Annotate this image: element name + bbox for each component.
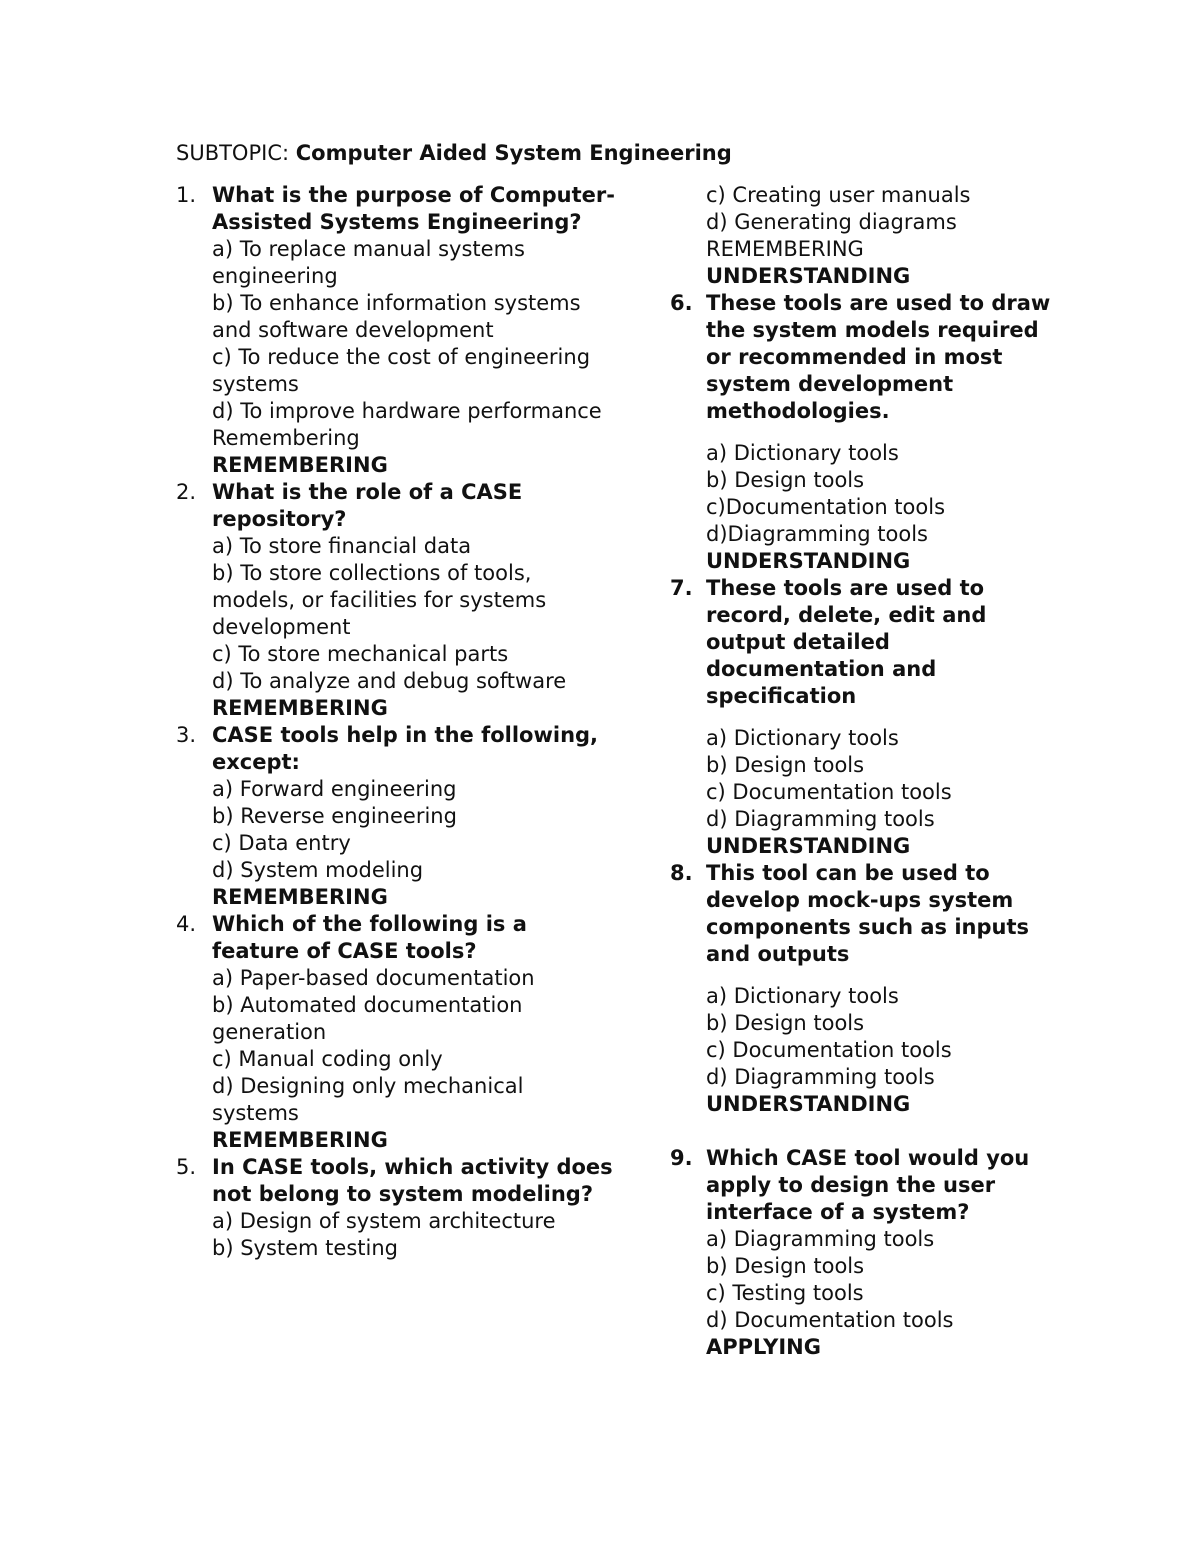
- option-a: a) Dictionary tools: [706, 726, 899, 750]
- option-c: c) To store mechanical parts: [212, 642, 509, 666]
- question-text: What is the purpose of Computer-Assisted Systems Engineering?: [212, 183, 615, 234]
- question-number: 9.: [670, 1146, 693, 1170]
- option-d: d) Designing only mechanical systems: [212, 1074, 524, 1125]
- question-5-continued: [670, 182, 1070, 290]
- cognitive-level: REMEMBERING: [212, 1128, 388, 1152]
- option-c: c)Documentation tools: [706, 495, 946, 519]
- question-number: 5.: [176, 1155, 197, 1179]
- option-b: b) System testing: [212, 1236, 398, 1260]
- question-text: This tool can be used to develop mock-ups system components such as inputs and outputs: [706, 861, 1030, 966]
- option-d: d) System modeling: [212, 858, 424, 882]
- cognitive-level: REMEMBERING: [212, 885, 388, 909]
- cognitive-level: REMEMBERING: [212, 696, 388, 720]
- right-column: [670, 182, 1070, 1361]
- question-8: [670, 860, 1070, 1118]
- option-a: a) To store financial data: [212, 534, 472, 558]
- option-a: a) Dictionary tools: [706, 441, 899, 465]
- question-number: 4.: [176, 912, 197, 936]
- option-a: a) Forward engineering: [212, 777, 457, 801]
- question-text: In CASE tools, which activity does not belong to system modeling?: [212, 1155, 613, 1206]
- question-number: 7.: [670, 576, 693, 600]
- option-d: d) To improve hardware performance Remembering: [212, 399, 602, 450]
- question-text: What is the role of a CASE repository?: [212, 480, 523, 531]
- question-number: 3.: [176, 723, 197, 747]
- cognitive-level: REMEMBERING: [212, 453, 388, 477]
- option-a: a) Design of system architecture: [212, 1209, 556, 1233]
- question-9: [670, 1145, 1070, 1361]
- question-text: Which of the following is a feature of CASE tools?: [212, 912, 527, 963]
- question-number: 2.: [176, 480, 197, 504]
- cognitive-level: APPLYING: [706, 1335, 821, 1359]
- question-number: 1.: [176, 183, 197, 207]
- option-c: c) Testing tools: [706, 1281, 864, 1305]
- option-a: a) To replace manual systems engineering: [212, 237, 525, 288]
- option-b: b) Design tools: [706, 468, 865, 492]
- option-a: a) Diagramming tools: [706, 1227, 935, 1251]
- option-b: b) Reverse engineering: [212, 804, 457, 828]
- question-4: [176, 911, 616, 1154]
- cognitive-level: UNDERSTANDING: [706, 264, 911, 288]
- subtopic-heading: [176, 140, 1076, 167]
- option-b: b) To enhance information systems and software development: [212, 291, 581, 342]
- cognitive-level-plain: REMEMBERING: [706, 237, 864, 261]
- option-c: c) Documentation tools: [706, 780, 952, 804]
- cognitive-level: UNDERSTANDING: [706, 834, 911, 858]
- subtopic-prefix: SUBTOPIC:: [176, 141, 296, 165]
- question-text: These tools are used to record, delete, edit and output detailed documentation and specification: [706, 576, 987, 708]
- option-b: b) To store collections of tools, models, or facilities for systems development: [212, 561, 547, 639]
- option-c: c) To reduce the cost of engineering systems: [212, 345, 591, 396]
- question-5: [176, 1154, 616, 1262]
- question-text: Which CASE tool would you apply to design the user interface of a system?: [706, 1146, 1030, 1224]
- option-c: c) Manual coding only: [212, 1047, 443, 1071]
- option-a: a) Dictionary tools: [706, 984, 899, 1008]
- question-number: 6.: [670, 291, 693, 315]
- question-2: [176, 479, 616, 722]
- option-c: c) Data entry: [212, 831, 351, 855]
- option-b: b) Design tools: [706, 1254, 865, 1278]
- question-6: [670, 290, 1070, 575]
- option-a: a) Paper-based documentation: [212, 966, 535, 990]
- question-number: 8.: [670, 861, 693, 885]
- option-d: d) Diagramming tools: [706, 807, 935, 831]
- left-column: [176, 182, 616, 1262]
- option-d: d) Diagramming tools: [706, 1065, 935, 1089]
- question-7: [670, 575, 1070, 860]
- cognitive-level: UNDERSTANDING: [706, 549, 911, 573]
- cognitive-level: UNDERSTANDING: [706, 1092, 911, 1116]
- option-d: d) Documentation tools: [706, 1308, 954, 1332]
- option-d: d)Diagramming tools: [706, 522, 928, 546]
- subtopic-title: Computer Aided System Engineering: [295, 141, 732, 165]
- question-text: CASE tools help in the following, except:: [212, 723, 599, 774]
- option-b: b) Design tools: [706, 1011, 865, 1035]
- option-b: b) Design tools: [706, 753, 865, 777]
- option-d: d) To analyze and debug software: [212, 669, 567, 693]
- question-3: [176, 722, 616, 911]
- question-1: [176, 182, 616, 479]
- question-text: These tools are used to draw the system models required or recommended in most system development methodologies.: [706, 291, 1051, 423]
- option-c: c) Documentation tools: [706, 1038, 952, 1062]
- option-d: d) Generating diagrams: [706, 210, 957, 234]
- option-b: b) Automated documentation generation: [212, 993, 523, 1044]
- option-c: c) Creating user manuals: [706, 183, 971, 207]
